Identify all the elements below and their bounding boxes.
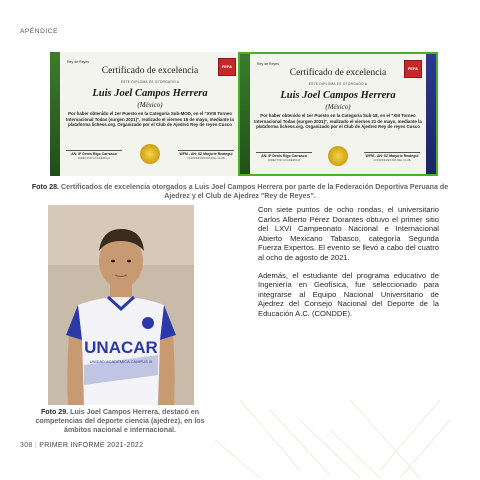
signature-right: WFM - AN: IIZ Marjorie Reategui COORDINADORA DEL CLUB: [365, 154, 419, 162]
cert-country: (México): [325, 103, 351, 111]
cert-body: Por haber obtenido el 1er Puesto en la Categoría Sub-MOD, en el "XVIII Torneo Internacional Todas (surgen 2021)", realizado el viernes 16 de mayo, mediante la plataforma lichess.org. Organizado por el Club de Ajedrez Rey de reyes Cusco: [66, 111, 234, 128]
federation-logo: FEPA: [218, 58, 236, 76]
signature-left: AN: IF Denis Rigo Carrasco DIRECTOR ACADÉMICO: [66, 150, 122, 160]
cert-title: Certificado de excelencia: [289, 68, 387, 78]
signature-left: AN: IF Denis Rigo Carrasco DIRECTOR ACADÉMICO: [256, 152, 312, 162]
student-photo: [48, 205, 194, 405]
cert-name: Luis Joel Campos Herrera: [280, 90, 396, 101]
page-footer: 308 | PRIMER INFORME 2021-2022: [20, 442, 144, 449]
shirt-subtext: UNIDAD ACADÉMICA CAMPUS III: [89, 359, 153, 364]
cert-title: Certificado de excelencia: [101, 66, 199, 76]
certificate-2: [238, 52, 438, 176]
cert-org: ESTE DIPLOMA ES OTORGADO A: [120, 80, 180, 84]
signature-right: WFM - AN: IIZ Marjorie Reategui COORDINADORA DEL CLUB: [179, 152, 233, 160]
paragraph-1: Con siete puntos de ocho rondas, el universitario Carlos Alberto Pérez Dorantes obtuvo el primer sitio del LXVI Campeonato Nacional e Internacional Abierto Mexicano Tabasco, categoría Segunda Fuerza Expertos. El evento se llevó a cabo del cuatro al ocho de agosto de 2021.: [258, 205, 439, 262]
federation-logo: FEPA: [404, 60, 422, 78]
paragraph-2: Además, el estudiante del programa educativo de Ingeniería en Geofísica, fue seleccionado para integrarse al Equipo Nacional Universitario de Ajedrez del Consejo Nacional del Deporte de la Educación A.C. (CONDDE).: [258, 270, 439, 318]
gold-seal-icon: [140, 144, 160, 164]
cert-org: ESTE DIPLOMA ES OTORGADO A: [308, 82, 368, 86]
cert-country: (México): [137, 101, 163, 109]
gold-seal-icon: [328, 146, 348, 166]
body-text: [258, 205, 439, 327]
report-title: PRIMER INFORME 2021-2022: [39, 442, 144, 449]
club-logo: Rey de Reyes: [67, 60, 89, 64]
section-header: APÉNDICE: [20, 28, 59, 35]
caption-photo-28: Foto 28. Certificados de excelencia otorgados a Luis Joel Campos Herrera por parte de la Federación Deportiva Peruana de Ajedrez y el Club de Ajedrez "Rey de Reyes".: [31, 183, 449, 200]
cert-body: Por haber obtenido el 1er Puesto en la Categoría Sub-18, en el "XIII Torneo Internacional Todas (surgen 2021)", realizado el viernes 21 de mayo, mediante la plataforma lichess.org. Organizado por el Club de Ajedrez Rey de reyes Cusco: [254, 113, 422, 130]
caption-photo-29: Foto 29. Luis Joel Campos Herrera, destacó en competencias del deporte ciencia (ajedrez), en los ámbitos nacional e internacional.: [35, 408, 205, 434]
club-logo: Rey de Reyes: [257, 62, 279, 66]
cert-name: Luis Joel Campos Herrera: [92, 88, 208, 99]
shirt-text: UNACAR: [84, 338, 158, 357]
certificate-1: [50, 52, 250, 176]
page-number: 308: [20, 442, 33, 449]
